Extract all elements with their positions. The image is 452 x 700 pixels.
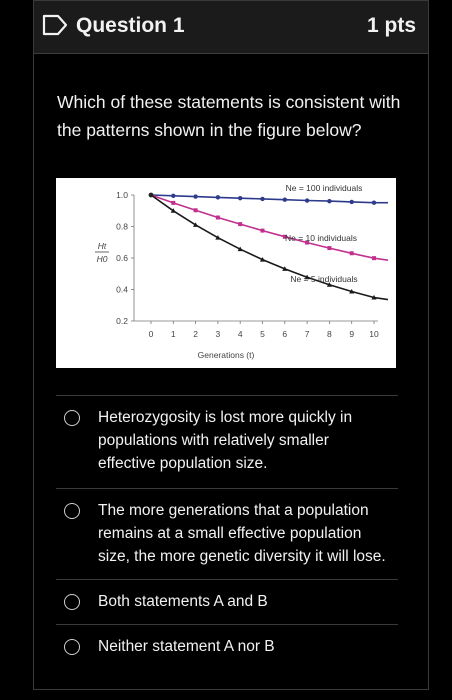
x-tick-label: 0	[148, 329, 154, 339]
series-point-1	[216, 216, 220, 220]
x-tick-label: 6	[282, 329, 288, 339]
x-tick-label: 7	[304, 329, 310, 339]
question-card	[33, 0, 429, 690]
legend-label-2: Ne = 5 individuals	[290, 274, 358, 284]
y-tick-label: 0.8	[116, 221, 128, 232]
series-point-0	[193, 194, 197, 198]
series-point-1	[350, 251, 354, 255]
series-point-1	[194, 208, 198, 212]
heterozygosity-chart	[56, 178, 396, 368]
answer-option-b[interactable]	[56, 488, 398, 579]
series-point-1	[327, 246, 331, 250]
series-point-0	[216, 195, 220, 199]
legend-label-1: Ne = 10 individuals	[284, 233, 358, 243]
question-title: Question 1	[76, 14, 185, 37]
y-axis-label-numerator: Ht	[97, 241, 107, 251]
y-tick-label: 0.4	[116, 284, 128, 295]
series-point-0	[305, 198, 309, 202]
radio-button-d[interactable]	[64, 639, 80, 655]
series-point-0	[260, 197, 264, 201]
y-axis-label-denominator: H0	[96, 254, 108, 264]
x-tick-label: 3	[215, 329, 221, 339]
series-point-0	[350, 200, 354, 204]
series-point-0	[238, 196, 242, 200]
x-tick-label: 4	[237, 329, 243, 339]
x-tick-label: 2	[193, 329, 198, 339]
x-tick-label: 9	[349, 329, 355, 339]
answer-list	[56, 395, 398, 669]
answer-label-a: Heterozygosity is lost more quickly in populations with relatively smaller effective population size.	[98, 409, 353, 472]
x-axis-label: Generations (t)	[197, 350, 255, 360]
answer-option-c[interactable]	[56, 579, 398, 624]
flag-question-icon[interactable]	[42, 14, 68, 36]
question-figure	[56, 178, 396, 368]
series-point-1	[171, 201, 175, 205]
question-header	[34, 0, 428, 54]
radio-button-b[interactable]	[64, 503, 80, 519]
series-tail-1	[374, 258, 388, 260]
series-point-1	[261, 229, 265, 233]
y-tick-label: 0.6	[116, 253, 128, 263]
question-points: 1 pts	[366, 14, 416, 37]
y-tick-label: 1.0	[116, 190, 128, 200]
answer-option-d[interactable]	[56, 624, 398, 669]
answer-option-a[interactable]	[56, 395, 398, 488]
question-prompt: Which of these statements is consistent with the patterns shown in the figure below?	[57, 92, 401, 140]
series-point-0	[283, 198, 287, 202]
series-line-1	[151, 195, 374, 258]
answer-label-d: Neither statement A nor B	[98, 638, 275, 655]
radio-button-a[interactable]	[64, 410, 80, 426]
x-tick-label: 8	[327, 329, 332, 339]
legend-label-0: Ne = 100 individuals	[285, 183, 363, 193]
series-point-0	[171, 194, 175, 198]
answer-label-b: The more generations that a population remains at a small effective population size, the more genetic diversity it will lose.	[98, 502, 386, 565]
answer-label-c: Both statements A and B	[98, 593, 268, 610]
origin-point	[149, 193, 154, 198]
series-point-1	[238, 222, 242, 226]
x-tick-label: 5	[260, 329, 265, 339]
series-point-0	[327, 199, 331, 203]
y-tick-label: 0.2	[116, 316, 128, 326]
x-tick-label: 1	[170, 329, 176, 339]
radio-button-c[interactable]	[64, 594, 80, 610]
x-tick-label: 10	[369, 329, 379, 339]
